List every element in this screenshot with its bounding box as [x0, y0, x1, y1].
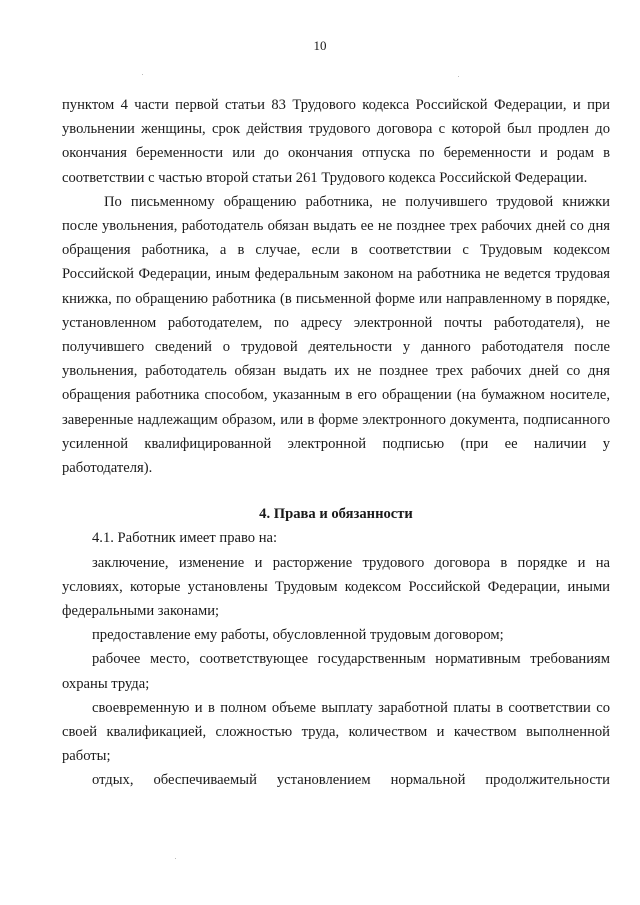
paragraph-work-book: По письменному обращению работника, не получившего трудовой книжки после увольнения, работодатель обязан выдать ее не позднее трех рабочих дней со дня обращения работника, а в случае, если в соответствии с Трудовым кодексом Российской Федерации, иным федеральным законом на работника не ведется трудовая книжка, по обращению работника (в письменной форме или направленному в порядке, установленном работодателем, по адресу электронной почты работодателя), не получившего сведений о трудовой деятельности у данного работодателя после увольнения, работодатель обязан выдать их не позднее трех рабочих дней со дня обращения работника способом, указанным в его обращении (на бумажном носителе, заверенные надлежащим образом, или в форме электронного документа, подписанного усиленной квалифицированной электронной подписью (при ее наличии у работодателя).	[62, 193, 610, 477]
list-item: заключение, изменение и расторжение трудового договора в порядке и на условиях, которые установлены Трудовым кодексом Российской Федерации, иными федеральными законами;	[62, 554, 610, 620]
scan-speck	[175, 858, 176, 859]
list-item: рабочее место, соответствующее государственным нормативным требованиям охраны труда;	[62, 651, 610, 692]
scan-speck	[142, 74, 143, 75]
page-number: 10	[313, 38, 327, 53]
section-title: 4. Права и обязанности	[259, 506, 413, 523]
paragraph-continuation: пунктом 4 части первой статьи 83 Трудового кодекса Российской Федерации, и при увольнении женщины, срок действия трудового договора с которой был продлен до окончания беременности или до окончания отпуска по беременности и родам в соответствии с частью второй статьи 261 Трудового кодекса Российской Федерации.	[62, 97, 610, 186]
list-item: отдых, обеспечиваемый установлением нормальной продолжительности	[92, 772, 610, 789]
document-body	[62, 93, 610, 793]
scan-speck	[458, 76, 459, 77]
list-item: 4.1. Работник имеет право на:	[92, 530, 278, 547]
list-item: своевременную и в полном объеме выплату заработной платы в соответствии со своей квалификацией, сложностью труда, количеством и качеством выполненной работы;	[62, 699, 610, 765]
list-item: предоставление ему работы, обусловленной трудовым договором;	[92, 627, 504, 644]
